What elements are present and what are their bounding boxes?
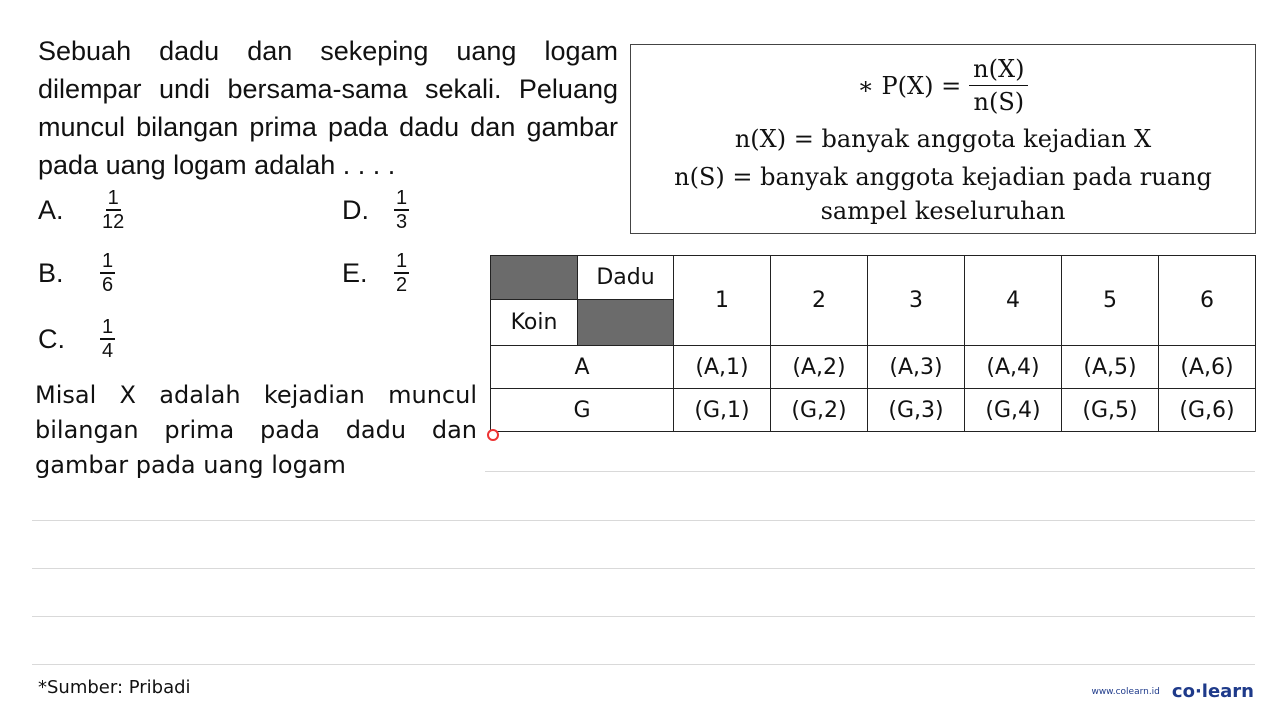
option-e[interactable] [342,250,409,296]
dice-header: 6 [1159,256,1256,346]
option-fraction [100,187,126,233]
option-letter: A. [38,194,64,225]
table-corner-shade [578,300,674,346]
option-fraction [394,187,409,233]
misal-text: Misal X adalah kejadian muncul bilangan prima pada dadu dan gambar pada uang logam [35,381,477,479]
table-cell: (A,2) [771,346,868,389]
dice-header: 3 [868,256,965,346]
table-cell: (A,1) [674,346,771,389]
question-text: Sebuah dadu dan sekeping uang logam dilempar undi bersama-sama sekali. Peluang muncul bilangan prima pada dadu dan gambar pada uang logam adalah . . . . [38,36,618,180]
table-row [491,389,1256,432]
pointer-dot-icon [487,429,499,441]
formula-fraction [969,55,1028,116]
ruled-line [32,616,1255,617]
table-cell: (G,4) [965,389,1062,432]
option-fraction [394,250,409,296]
ruled-line [485,471,1255,472]
option-b[interactable] [38,250,115,296]
sample-space-table [490,255,1256,432]
fraction-numerator: 1 [396,187,408,209]
table-corner-shade [491,256,578,300]
fraction-numerator: 1 [396,250,408,272]
formula-definition-ns-cont: sampel keseluruhan [820,197,1066,225]
fraction-numerator: 1 [102,250,114,272]
coin-label: G [491,389,674,432]
fraction-numerator: 1 [102,316,114,338]
source-note: *Sumber: Pribadi [38,677,191,698]
table-cell: (A,3) [868,346,965,389]
koin-header: Koin [491,300,578,346]
table-cell: (G,5) [1062,389,1159,432]
dice-header: 1 [674,256,771,346]
table-cell: (A,6) [1159,346,1256,389]
option-d[interactable] [342,187,409,233]
fraction-denominator: 3 [396,211,408,233]
option-letter: C. [38,323,65,354]
option-letter: B. [38,257,64,288]
formula-prefix: ∗ P(X) = [857,71,962,100]
ruled-line [32,520,1255,521]
table-cell: (G,2) [771,389,868,432]
dice-header: 2 [771,256,868,346]
option-letter: D. [342,194,369,225]
fraction-denominator: 6 [102,274,114,296]
table-cell: (G,6) [1159,389,1256,432]
coin-label: A [491,346,674,389]
ruled-line [32,664,1255,665]
dadu-header: Dadu [578,256,674,300]
dice-header: 5 [1062,256,1159,346]
probability-formula [631,55,1255,116]
table-cell: (A,4) [965,346,1062,389]
colearn-logo: co·learn [1171,681,1254,702]
option-fraction [100,250,115,296]
brand-url[interactable]: www.colearn.id [1091,686,1160,697]
formula-definition-nx: n(X) = banyak anggota kejadian X [734,125,1152,153]
fraction-denominator: 12 [102,211,125,233]
formula-box [630,44,1256,234]
option-c[interactable] [38,316,115,362]
option-a[interactable] [38,187,126,233]
option-fraction [100,316,115,362]
brand [1091,681,1254,702]
ruled-line [32,568,1255,569]
table-cell: (G,1) [674,389,771,432]
option-letter: E. [342,257,368,288]
formula-numerator: n(X) [969,55,1028,86]
dice-header: 4 [965,256,1062,346]
table-cell: (A,5) [1062,346,1159,389]
formula-definition-ns: n(S) = banyak anggota kejadian pada ruang [674,163,1212,191]
formula-denominator: n(S) [973,88,1025,116]
table-cell: (G,3) [868,389,965,432]
fraction-numerator: 1 [107,187,119,209]
fraction-denominator: 2 [396,274,408,296]
table-row [491,346,1256,389]
fraction-denominator: 4 [102,340,114,362]
